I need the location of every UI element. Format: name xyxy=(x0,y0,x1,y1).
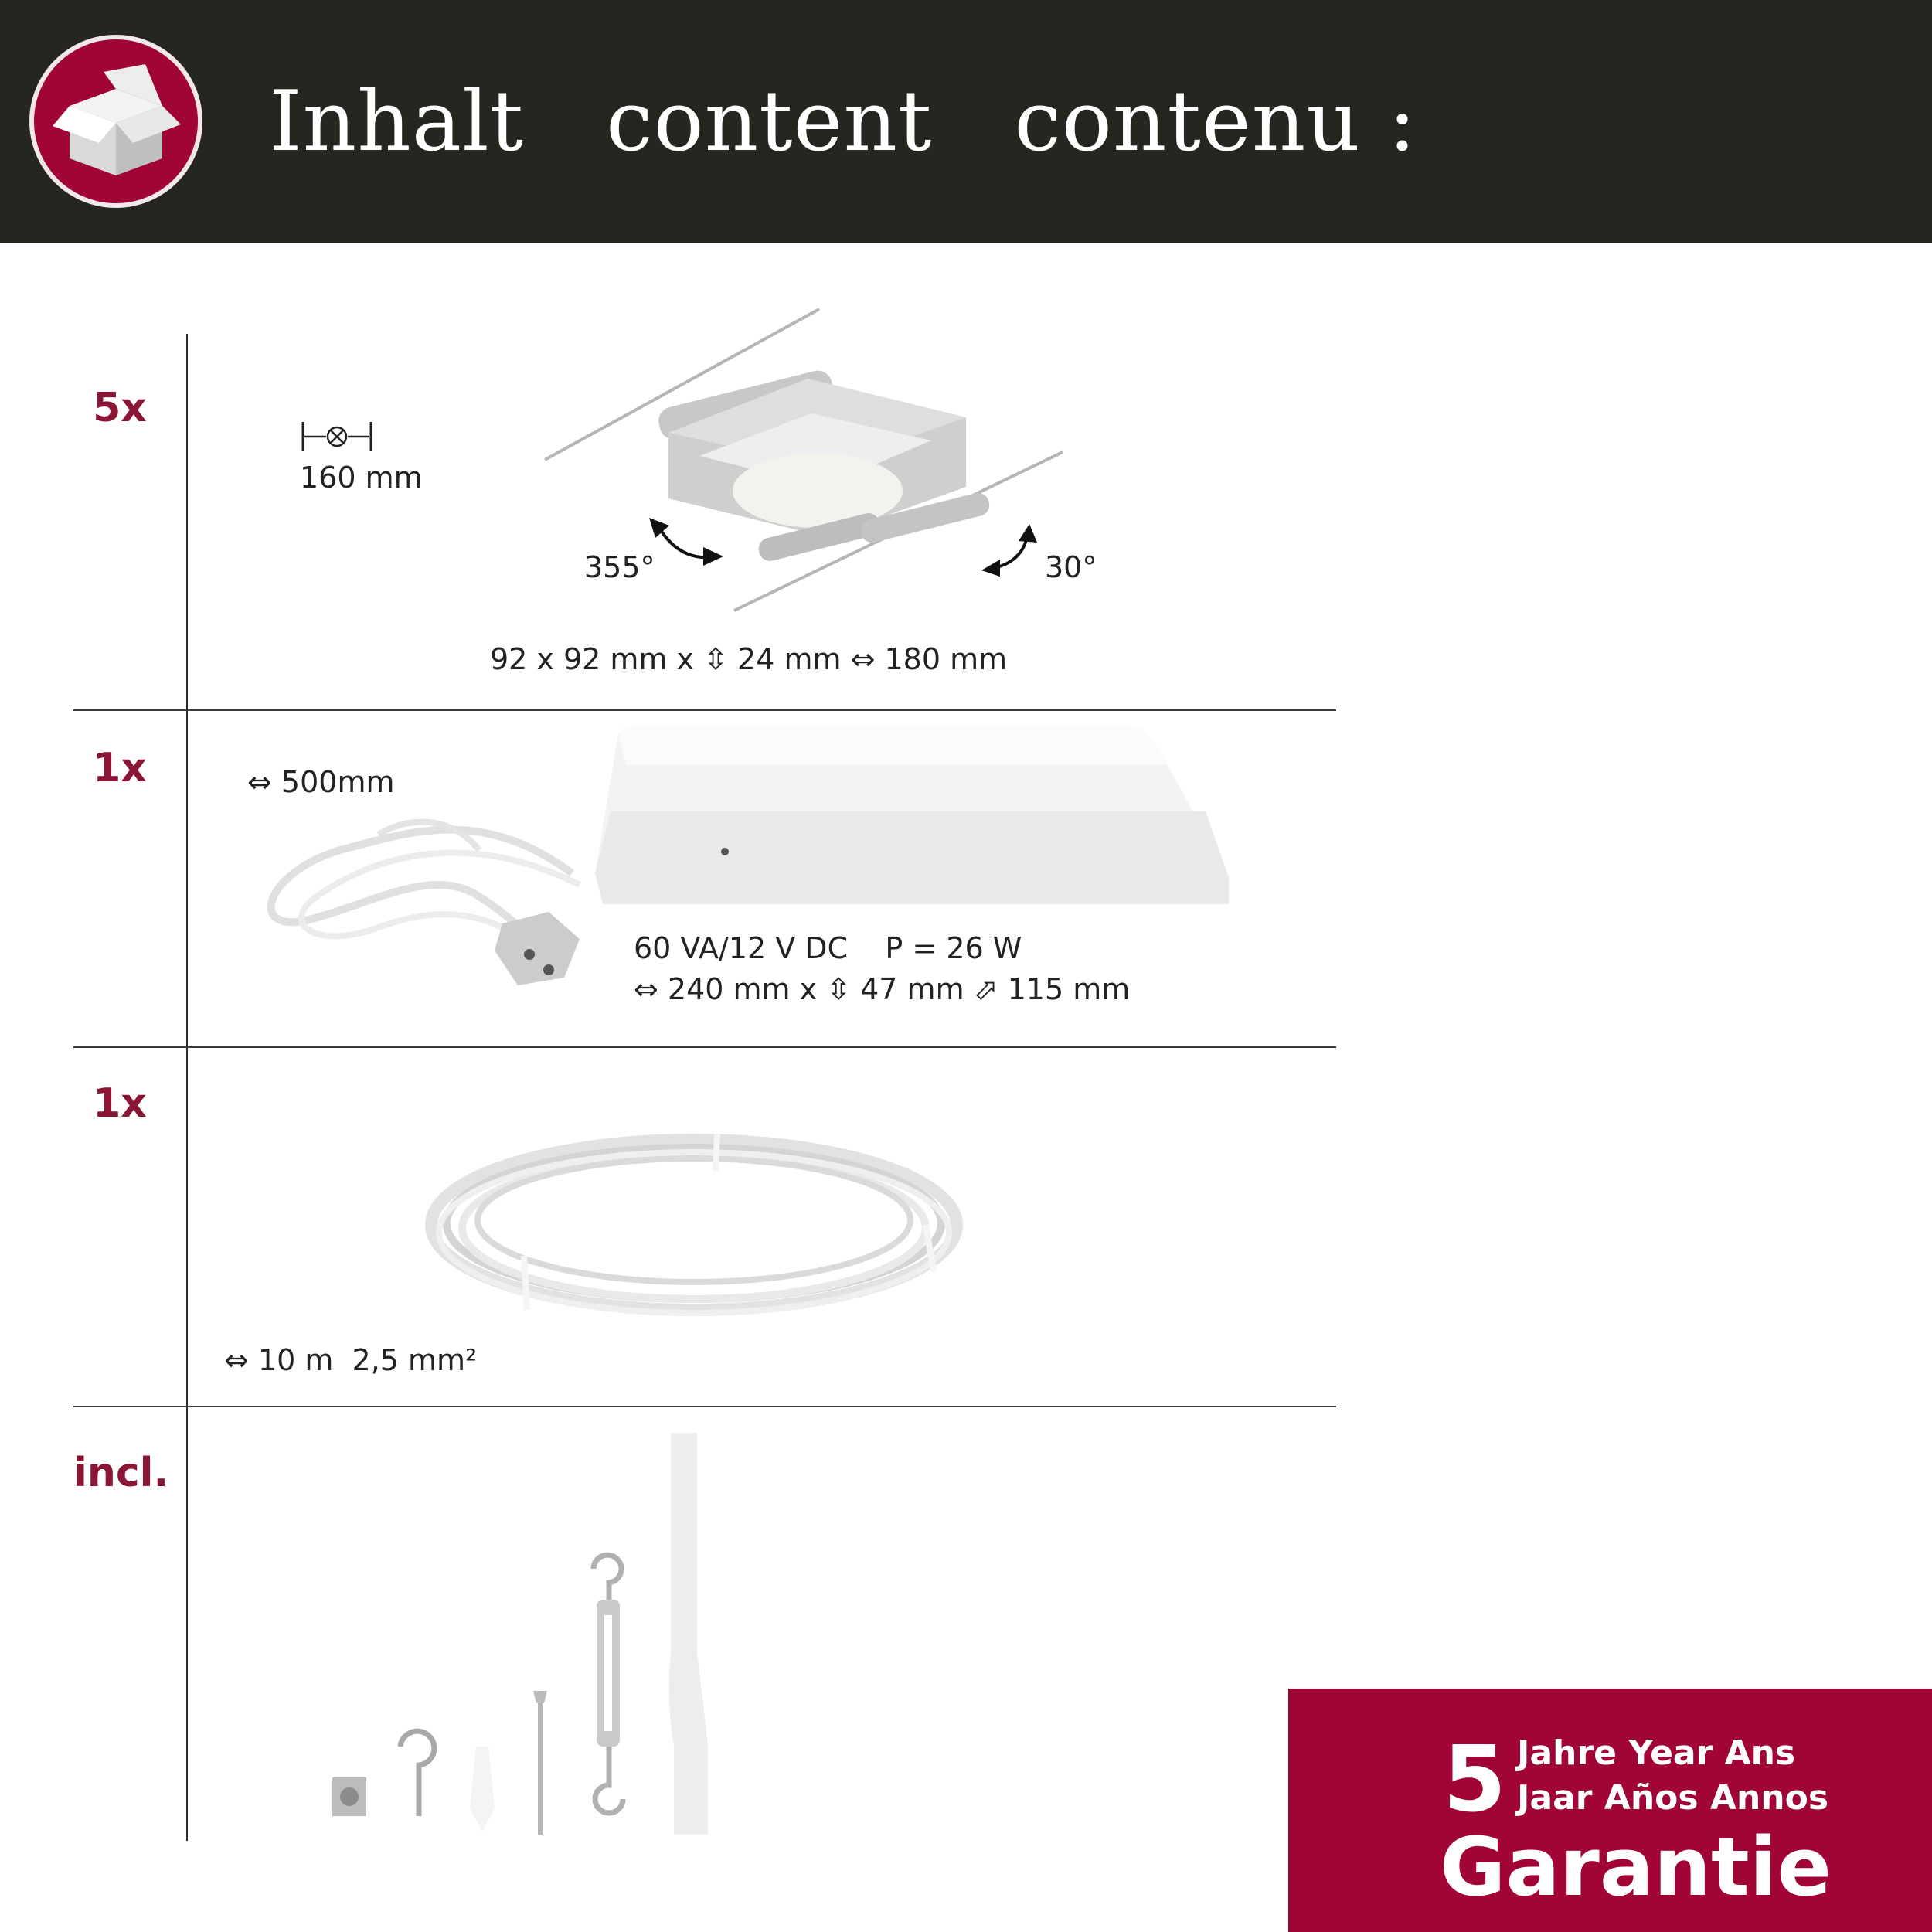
row-divider xyxy=(73,1406,1336,1407)
box-badge xyxy=(29,35,202,208)
rotate-angle-label: 355° xyxy=(584,550,655,584)
quantity-label: 1x xyxy=(93,1080,147,1127)
guarantee-word: Garantie xyxy=(1440,1820,1832,1914)
rotate-arrow-icon xyxy=(648,516,725,570)
row-divider xyxy=(73,709,1336,711)
quantity-label: incl. xyxy=(73,1450,169,1496)
spotlight-dimensions: 92 x 92 mm x ⇳ 24 mm ⇔ 180 mm xyxy=(490,642,1008,676)
quantity-label: 1x xyxy=(93,745,147,791)
tilt-arrow-icon xyxy=(980,522,1042,577)
guarantee-line-1: Jahre Year Ans xyxy=(1517,1733,1796,1773)
tilt-angle-label: 30° xyxy=(1045,550,1097,584)
power-rating: 60 VA/12 V DC P = 26 W xyxy=(634,931,1022,965)
guarantee-badge xyxy=(1288,1689,1932,1932)
table-vertical-rule xyxy=(186,334,188,1841)
row-divider xyxy=(73,1046,1336,1048)
cable-length-label: ⇔ 500mm xyxy=(247,765,395,799)
transformer-dimensions: ⇔ 240 mm x ⇳ 47 mm ⬀ 115 mm xyxy=(634,972,1131,1006)
distance-icon xyxy=(300,417,377,456)
guarantee-line-2: Jaar Años Annos xyxy=(1517,1778,1829,1818)
wire-coil-illustration xyxy=(423,1124,964,1325)
header-bar xyxy=(0,0,1932,243)
page-title: Inhalt content contenu : xyxy=(269,73,1417,170)
quantity-label: 5x xyxy=(93,385,147,431)
accessories-illustration xyxy=(317,1422,750,1855)
box-icon xyxy=(29,35,202,208)
guarantee-years: 5 xyxy=(1443,1726,1507,1832)
distance-label: 160 mm xyxy=(300,461,423,495)
wire-spec: ⇔ 10 m 2,5 mm² xyxy=(224,1343,478,1377)
